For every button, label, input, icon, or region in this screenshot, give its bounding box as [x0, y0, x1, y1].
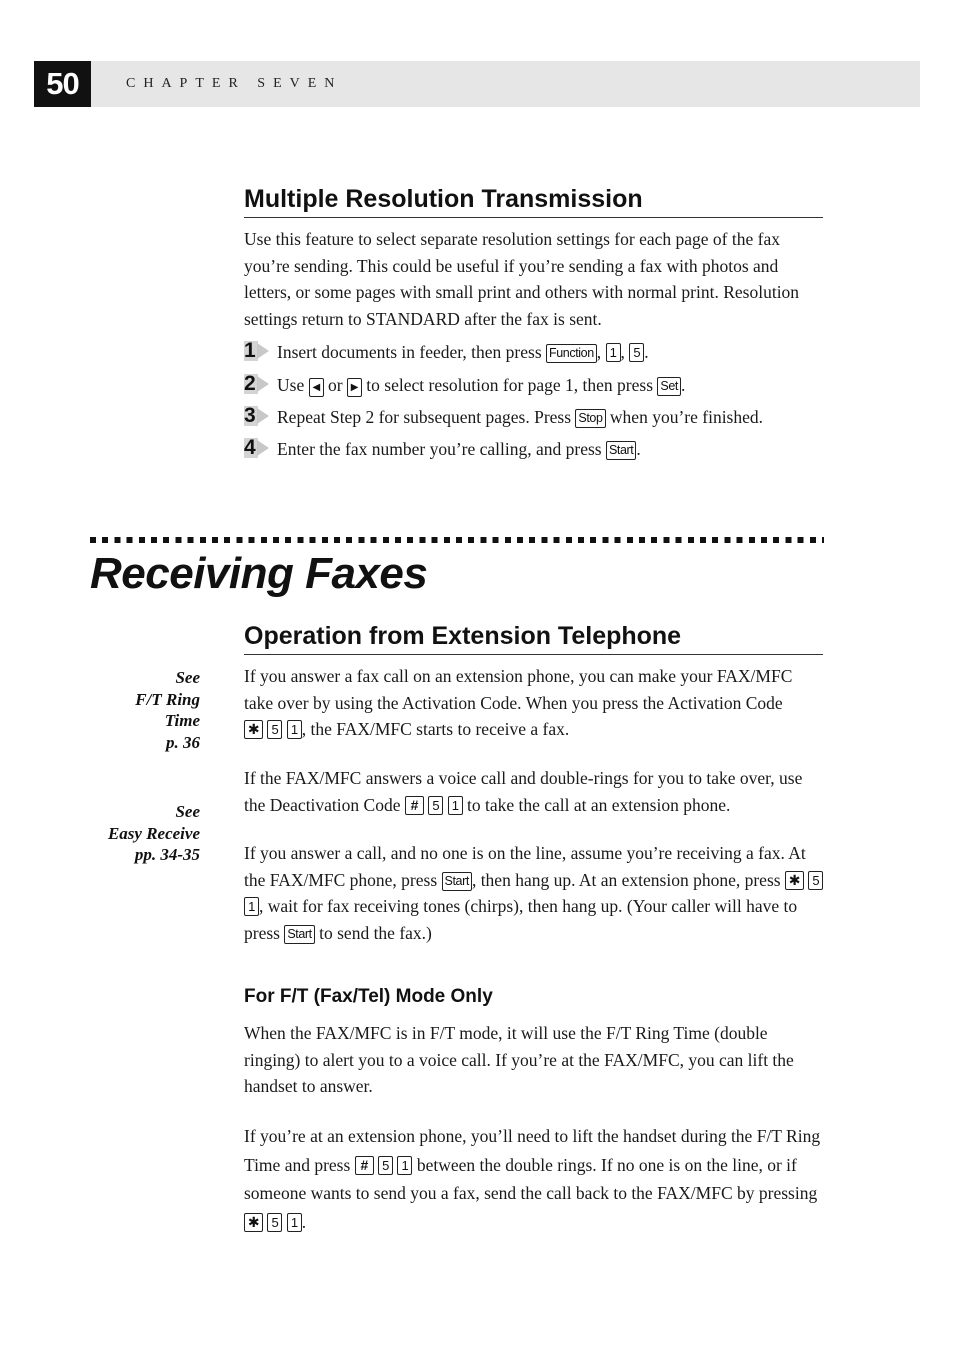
stop-key: Stop	[575, 409, 605, 428]
key-1: 1	[606, 343, 621, 362]
function-key: Function	[546, 344, 597, 363]
section3-paragraph-1: When the FAX/MFC is in F/T mode, it will use the F/T Ring Time (double ringing) to alert you to a voice call. If you’re at the FAX/MFC, you can lift the handset to answer.	[244, 1023, 794, 1097]
step-text-3: Repeat Step 2 for subsequent pages. Press Stop when you’re finished.	[277, 407, 764, 427]
hash-key-icon: #	[355, 1156, 374, 1175]
key-1: 1	[287, 1213, 302, 1232]
key-1: 1	[287, 720, 302, 739]
start-key: Start	[606, 441, 636, 460]
section2-paragraph-1: If you answer a fax call on an extension phone, you can make your FAX/MFC take over by using the Activation Code. When you press the Activation Code ✱ 5 1 , the FAX/MFC starts to receive a fax.	[244, 666, 793, 740]
step-1	[244, 339, 824, 365]
star-key-icon: ✱	[244, 1213, 263, 1232]
page-number: 50	[34, 61, 91, 107]
star-key-icon: ✱	[244, 720, 263, 739]
start-key: Start	[442, 872, 472, 891]
key-5: 5	[267, 1213, 282, 1232]
step-number-4: 4	[244, 436, 272, 460]
step-4	[244, 436, 824, 462]
main-title: Receiving Faxes	[90, 549, 428, 598]
section3-paragraph-2: If you’re at an extension phone, you’ll need to lift the handset during the F/T Ring Time and press # 5 1 between the double rings. If no one is on the line, or if someone wants to send you a fax, send the call back to the FAX/MFC by pressing ✱ 5 1 .	[244, 1126, 821, 1232]
key-5: 5	[629, 343, 644, 362]
sidenote-ft-ring-time: See F/T Ring Time p. 36	[135, 668, 200, 752]
subsection-title-ft-mode: For F/T (Fax/Tel) Mode Only	[244, 986, 493, 1007]
set-key: Set	[657, 377, 681, 396]
chapter-label: CHAPTER SEVEN	[126, 76, 343, 91]
star-key-icon: ✱	[785, 871, 804, 890]
hash-key-icon: #	[405, 796, 424, 815]
step-3	[244, 404, 824, 430]
key-5: 5	[808, 871, 823, 890]
section1-intro: Use this feature to select separate resolution settings for each page of the fax you’re sending. This could be useful if you’re sending a fax with photos and letters, or some pages with small print and others with normal print. Resolution settings return to STANDARD after the fax is sent.	[244, 229, 800, 329]
sidenote-easy-receive: See Easy Receive pp. 34-35	[107, 802, 200, 864]
step-number-3: 3	[244, 404, 272, 428]
left-arrow-key-icon: ◀	[309, 378, 324, 397]
step-number-2: 2	[244, 372, 272, 396]
section2-paragraph-2: If the FAX/MFC answers a voice call and double-rings for you to take over, use the Deactivation Code # 5 1 to take the call at an extension phone.	[244, 768, 803, 815]
dotted-divider	[90, 537, 824, 543]
step-text-4: Enter the fax number you’re calling, and press Start .	[277, 439, 641, 459]
key-1: 1	[244, 897, 259, 916]
section-title-extension-telephone: Operation from Extension Telephone	[244, 623, 823, 655]
step-text-1: Insert documents in feeder, then press Function , 1 , 5 .	[277, 342, 649, 362]
step-number-1: 1	[244, 339, 272, 363]
section-title-multiple-resolution: Multiple Resolution Transmission	[244, 186, 823, 218]
section2-paragraph-3: If you answer a call, and no one is on the line, assume you’re receiving a fax. At the FAX/MFC phone, press Start , then hang up. At an extension phone, press ✱ 5 1 , wait for fax receiving tones (chirps), then hang up. (Your caller will have to press Start to send the fax.)	[244, 840, 824, 946]
key-5: 5	[378, 1156, 393, 1175]
key-5: 5	[267, 720, 282, 739]
step-text-2: Use ◀ or ▶ to select resolution for page 1, then press Set .	[277, 375, 686, 395]
step-2	[244, 372, 824, 398]
key-1: 1	[397, 1156, 412, 1175]
right-arrow-key-icon: ▶	[347, 378, 362, 397]
key-5: 5	[428, 796, 443, 815]
start-key: Start	[284, 925, 314, 944]
key-1: 1	[448, 796, 463, 815]
